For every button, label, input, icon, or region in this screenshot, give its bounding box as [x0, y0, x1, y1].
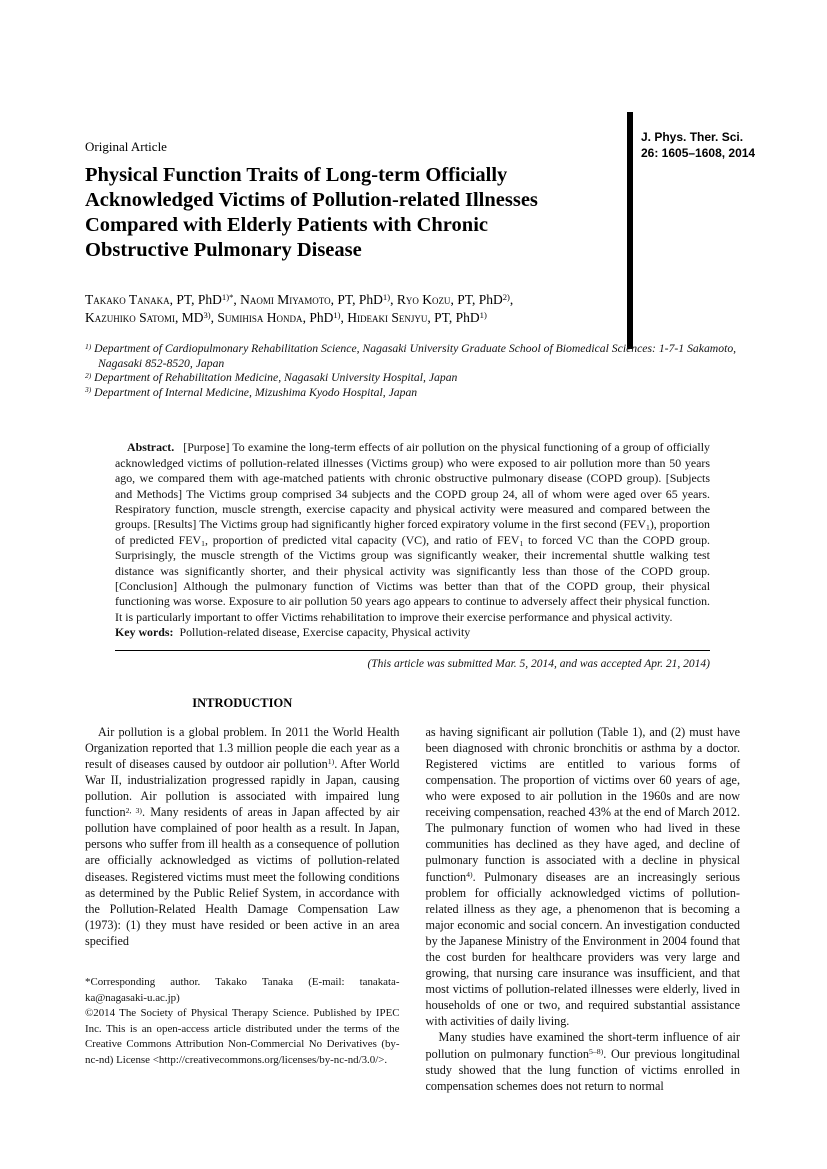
footnote-block [85, 975, 400, 1069]
abstract-text [115, 440, 710, 625]
keywords-label: Key words: [115, 625, 174, 640]
abstract-label: Abstract. [127, 440, 175, 455]
affiliation-3: $^{3)}$ Department of Internal Medicine, Mizushima Kyodo Hospital, Japan [85, 385, 418, 399]
body-paragraph-2: Many studies have examined the short-term influence of air pollution on pulmonary function$^{5-8)}$. Our previous longitudinal study showed that the lung function of victims enrolled in compensation schemes does not return to normal [425, 1030, 741, 1093]
journal-reference [641, 130, 755, 161]
two-column-body [85, 692, 740, 1094]
corresponding-author-note: *Corresponding author. Takako Tanaka (E-mail: tanakata-ka@nagasaki-u.ac.jp) [85, 975, 400, 1004]
right-column [426, 692, 741, 1094]
keywords-line [115, 625, 710, 640]
submission-note: (This article was submitted Mar. 5, 2014, and was accepted Apr. 21, 2014) [367, 657, 710, 670]
journal-name: J. Phys. Ther. Sci. [641, 130, 744, 144]
affiliation-list [85, 342, 740, 400]
page-content [85, 163, 740, 1094]
left-column [85, 692, 400, 1094]
journal-volume-pages: 26: 1605–1608, 2014 [641, 145, 756, 160]
abstract-body-text: [Purpose] To examine the long-term effects of air pollution on the physical functioning of a group of officially acknowledged victims of pollution-related illnesses (Victims group) who were exposed to air pollution more than 50 years ago, we compared them with age-matched patients with chronic obstructive pulmonary disease (COPD group). [Subjects and Methods] The Victims group comprised 34 subjects and the COPD group 24, all of whom were aged over 65 years. Respiratory function, muscle strength, exercise capacity and physical activity were measured and compared between the groups. [Results] The Victims group had significantly higher forced expiratory volume in the first second $(FEV_1)$, proportion of predicted $FEV_1$, proportion of predicted vital capacity (VC), and ratio of $FEV_1$ to forced VC than the COPD group. Surprisingly, the muscle strength of the Victims group was significantly weaker, their incremental shuttle walking test distance was significantly shorter, and their physical activity was significantly less than those of the COPD group. [Conclusion] Although the pulmonary function of Victims was better than that of the COPD group, their physical functioning was worse. Exposure to air pollution 50 years ago appears to continue to adversely affect their physical function. It is particularly important to offer Victims rehabilitation to improve their exercise performance and physical activity. [115, 440, 710, 624]
body-paragraph-1: as having significant air pollution (Table 1), and (2) must have been diagnosed with chronic bronchitis or asthma by a doctor. Registered victims are entitled to various forms of compensation. The proportion of victims over 60 years of age, who were exposed to air pollution in the 1960s and are now receiving compensation, reached 43% at the end of March 2012. The pulmonary function of women who had lived in these communities has declined as they have aged, and decline of pulmonary function is associated with a decline in physical function$^{4)}$. Pulmonary diseases are an increasingly serious problem for officially acknowledged victims of pollution-related illness as they age, a phenomenon that is becoming a major economic and social concern. An investigation conducted by the Japanese Ministry of the Environment in 2004 found that the cost burden for healthcare providers was very large and growing, that nursing care insurance was insufficient, and that most victims of pollution-related illnesses were elderly, lived in households of one or two, and required substantial assistance with activities of daily living. [425, 724, 740, 1029]
affiliation-1: $^{1)}$ Department of Cardiopulmonary Rehabilitation Science, Nagasaki University Graduate School of Biomedical Sciences: 1-7-1 Sakamoto, Nagasaki 852-8520, Japan [85, 341, 737, 370]
license-note: ©2014 The Society of Physical Therapy Science. Published by IPEC Inc. This is an open-access article distributed under the terms of the Creative Commons Attribution Non-Commercial No Derivatives (by-nc-nd) License <http://creativecommons.org/licenses/by-nc-nd/3.0/>. [85, 1007, 400, 1066]
article-type-label: Original Article [85, 139, 167, 154]
author-list [85, 291, 740, 326]
paper-title: Physical Function Traits of Long-term Officially Acknowledged Victims of Pollution-related Illnesses Compared with Elderly Patients with Chronic Obstructive Pulmonary Disease [85, 164, 538, 261]
author-line-1: Takako Tanaka, PT, PhD$^{1)*}$, Naomi Miyamoto, PT, PhD$^{1)}$, Ryo Kozu, PT, PhD$^{2)}$, [85, 292, 514, 307]
keywords-text: Pollution-related disease, Exercise capacity, Physical activity [179, 625, 471, 640]
affiliation-2: $^{2)}$ Department of Rehabilitation Medicine, Nagasaki University Hospital, Japan [85, 370, 458, 385]
introduction-paragraph: Air pollution is a global problem. In 2011 the World Health Organization reported that 1.3 million people die each year as a result of diseases caused by outdoor air pollution$^{1)}$. After World War II, industrialization progressed rapidly in Japan, causing pollution. Air pollution is associated with impaired lung function$^{2, 3)}$. Many residents of areas in Japan affected by air pollution have complained of poor health as a result. In Japan, persons who suffer from ill health as a consequence of pollution are officially acknowledged as victims of pollution-related diseases. Registered victims must meet the following conditions as determined by the Public Relief System, in accordance with the Pollution-Related Health Damage Compensation Law (1973): (1) they must have resided or been active in an area specified [85, 724, 400, 948]
author-line-2: Kazuhiko Satomi, MD$^{3)}$, Sumihisa Honda, PhD$^{1)}$, Hideaki Senjyu, PT, PhD$^{1)}$ [85, 309, 487, 325]
abstract-block [115, 440, 710, 650]
section-heading-introduction: INTRODUCTION [192, 695, 293, 710]
